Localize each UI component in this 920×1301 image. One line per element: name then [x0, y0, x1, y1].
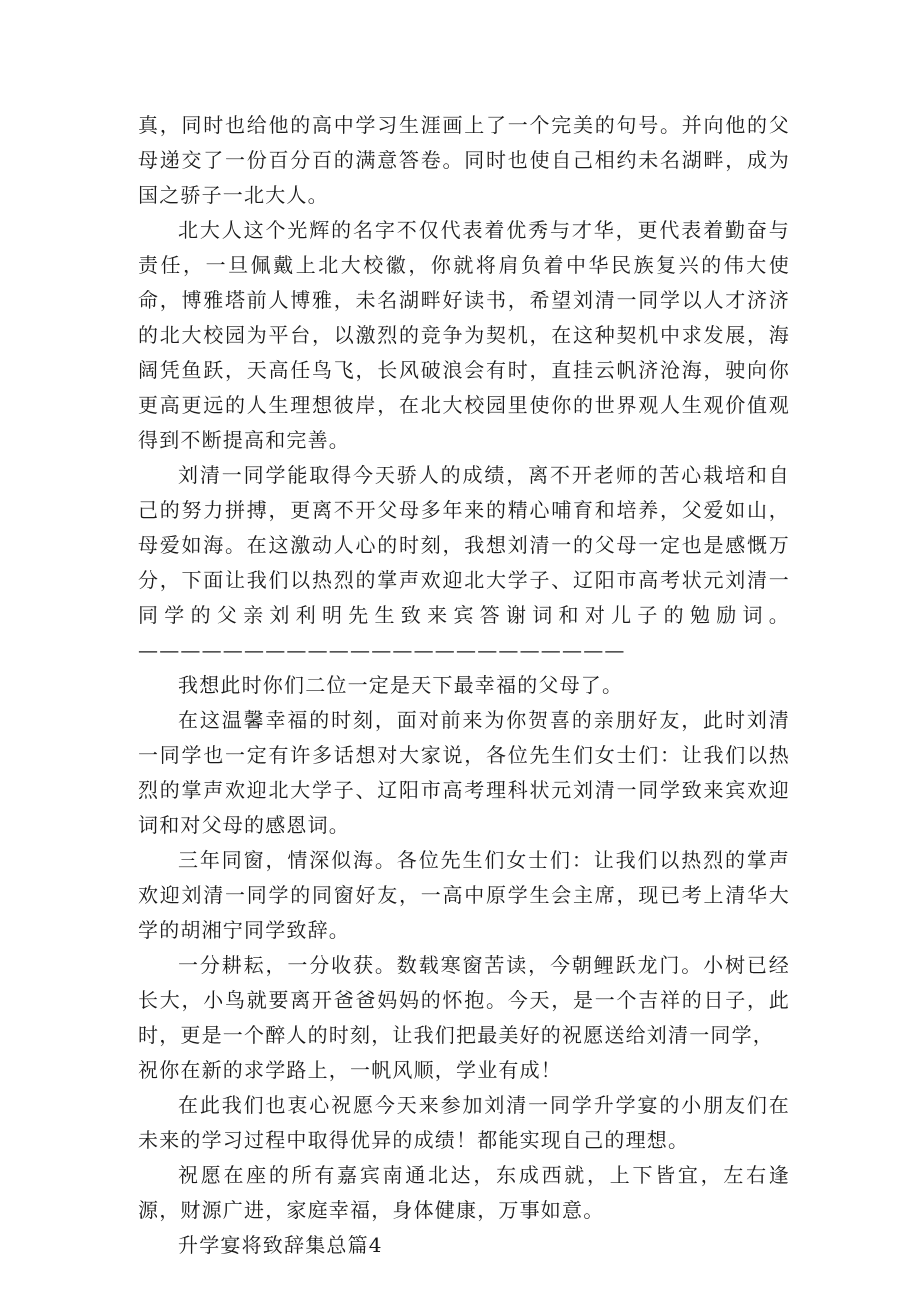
paragraph-classmate-speech: 三年同窗，情深似海。各位先生们女士们：让我们以热烈的掌声欢迎刘清一同学的同窗好友，一高中原学生会主席，现已考上清华大学的胡湘宁同学致辞。: [138, 848, 790, 942]
paragraph-guests-wish: 祝愿在座的所有嘉宾南通北达，东成西就，上下皆宜，左右逢源，财源广进，家庭幸福，身体健康，万事如意。: [138, 1163, 790, 1222]
document-page: [138, 108, 790, 1263]
paragraph-peking-university: 北大人这个光辉的名字不仅代表着优秀与才华，更代表着勤奋与责任，一旦佩戴上北大校徽，你就将肩负着中华民族复兴的伟大使命，博雅塔前人博雅，未名湖畔好读书，希望刘清一同学以人才济济的北大校园为平台，以激烈的竞争为契机，在这种契机中求发展，海阔凭鱼跃，天高任鸟飞，长风破浪会有时，直挂云帆济沧海，驶向你更高更远的人生理想彼岸，在北大校园里使你的世界观人生观价值观得到不断提高和完善。: [138, 218, 790, 452]
paragraph-happiest-parents: 我想此时你们二位一定是天下最幸福的父母了。: [178, 673, 624, 697]
paragraph-children-wish: 在此我们也衷心祝愿今天来参加刘清一同学升学宴的小朋友们在未来的学习过程中取得优异的成绩！都能实现自己的理想。: [138, 1093, 790, 1152]
paragraph-student-speech: 在这温馨幸福的时刻，面对前来为你贺喜的亲朋好友，此时刘清一同学也一定有许多话想对大家说，各位先生们女士们：让我们以热烈的掌声欢迎北大学子、辽阳市高考理科状元刘清一同学致来宾欢迎词和对父母的感恩词。: [138, 708, 790, 837]
paragraph-blessing: 一分耕耘，一分收获。数载寒窗苦读，今朝鲤跃龙门。小树已经长大，小鸟就要离开爸爸妈妈的怀抱。今天，是一个吉祥的日子，此时，更是一个醉人的时刻，让我们把最美好的祝愿送给刘清一同学，: [138, 953, 790, 1047]
section-heading: 升学宴将致辞集总篇4: [178, 1233, 383, 1257]
paragraph-wish: 祝你在新的求学路上，一帆风顺，学业有成！: [138, 1058, 562, 1082]
paragraph-parents-speech: 刘清一同学能取得今天骄人的成绩，离不开老师的苦心栽培和自己的努力拼搏，更离不开父母多年来的精心哺育和培养，父爱如山，母爱如海。在这激动人心的时刻，我想刘清一的父母一定也是感慨万分，下面让我们以热烈的掌声欢迎北大学子、辽阳市高考状元刘清一同学的父亲刘利明先生致来宾答谢词和对儿子的勉励词。———————————————————————: [138, 463, 790, 662]
paragraph-continuation: 真，同时也给他的高中学习生涯画上了一个完美的句号。并向他的父母递交了一份百分百的满意答卷。同时也使自己相约未名湖畔，成为国之骄子一北大人。: [138, 113, 790, 207]
